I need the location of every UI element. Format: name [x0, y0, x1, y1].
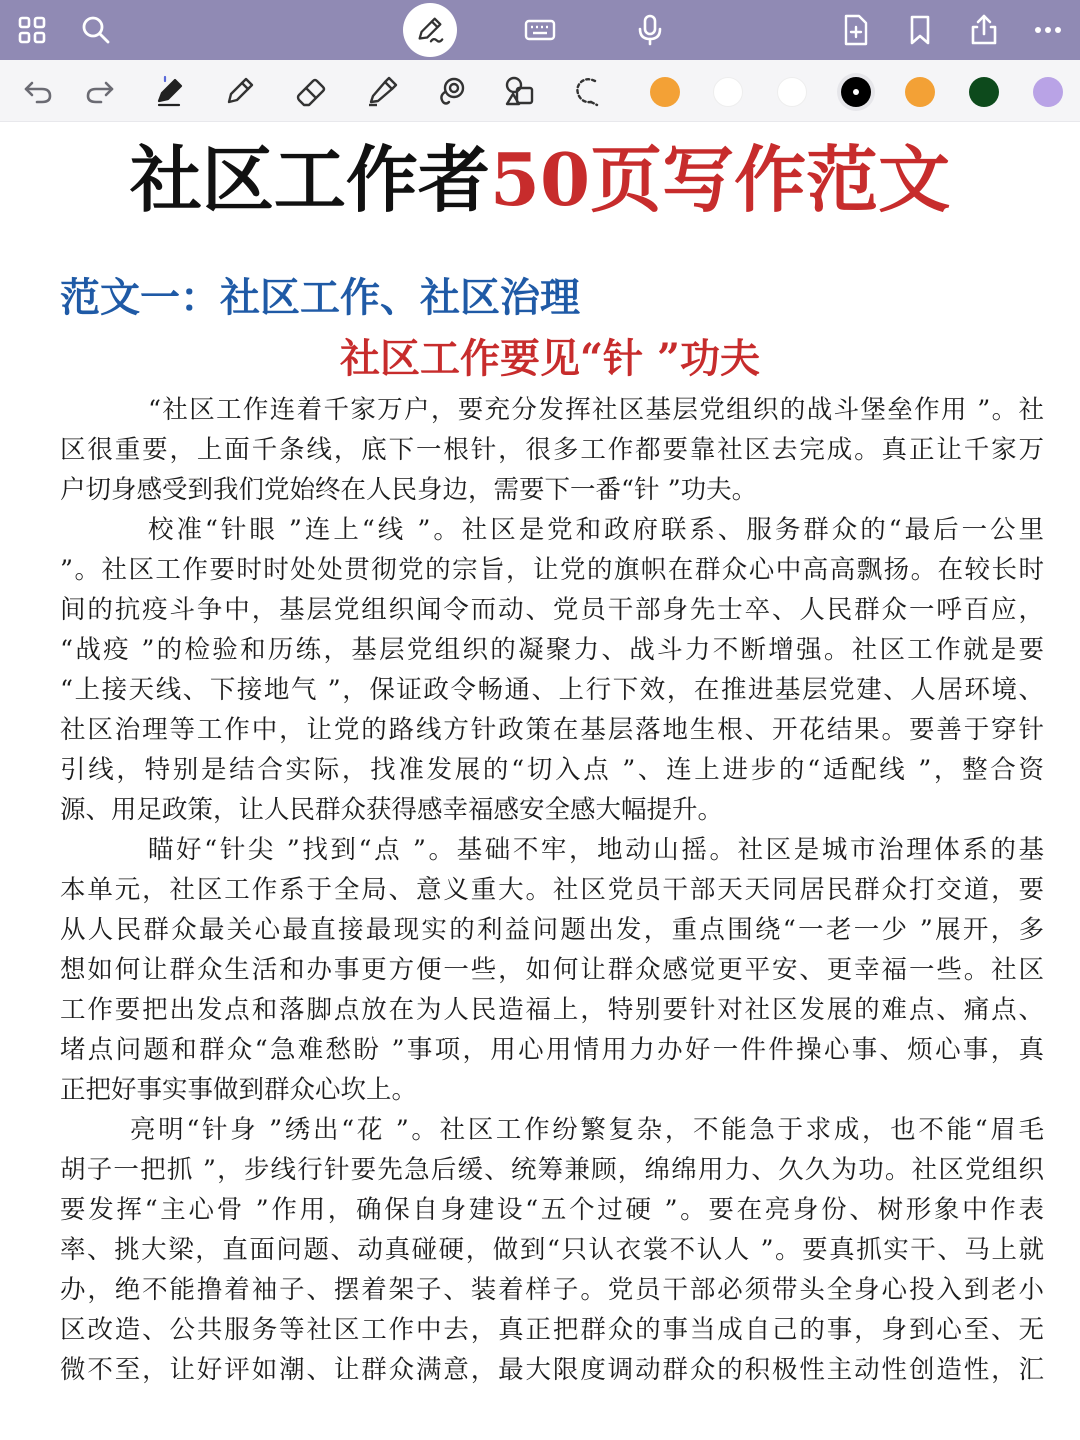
undo-icon — [21, 74, 55, 108]
share-button[interactable] — [960, 6, 1008, 54]
text-line: 引线，特别是结合实际，找准发展的“切入点 ”、连上进步的“适配线 ”，整合资 — [60, 755, 1044, 785]
text-line: 率、挑大梁，直面问题、动真碰硬，做到“只认衣裳不认人 ”。要真抓实干、马上就 — [60, 1235, 1044, 1265]
text-line: 微不至，让好评如潮、让群众满意，最大限度调动群众的积极性主动性创造性，汇 — [60, 1355, 1044, 1385]
microphone-button[interactable] — [626, 6, 674, 54]
document-title — [0, 137, 1080, 222]
text-line: 正把好事实事做到群众心坎上。 — [60, 1075, 418, 1105]
share-icon — [967, 13, 1001, 47]
highlighter-tool[interactable] — [360, 69, 404, 113]
redo-button[interactable] — [78, 69, 122, 113]
keyboard-button[interactable] — [516, 6, 564, 54]
color-swatch-white-2[interactable] — [777, 77, 807, 107]
text-line: 从人民群众最关心最直接最现实的利益问题出发，重点围绕“一老一少 ”展开，多 — [60, 915, 1044, 945]
grid-button[interactable] — [8, 6, 56, 54]
text-line: ”。社区工作要时时处处贯彻党的宗旨，让党的旗帜在群众心中高高飘扬。在较长时 — [60, 555, 1044, 585]
color-swatch-orange[interactable] — [650, 77, 680, 107]
search-icon — [79, 13, 113, 47]
grid-icon — [15, 13, 49, 47]
pen-mode-button[interactable] — [403, 3, 457, 57]
color-swatch-orange-2[interactable] — [905, 77, 935, 107]
text-line: 胡子一把抓 ”，步线行针要先急后缓、统筹兼顾，绵绵用力、久久为功。社区党组织 — [60, 1155, 1044, 1185]
shapes-icon — [503, 74, 537, 108]
eraser-tool[interactable] — [290, 69, 334, 113]
text-line: 瞄好“针尖 ”找到“点 ”。基础不牢，地动山摇。社区是城市治理体系的基 — [148, 835, 1044, 865]
text-line: 源、用足政策，让人民群众获得感幸福感安全感大幅提升。 — [60, 795, 724, 825]
color-swatch-dark-green[interactable] — [969, 77, 999, 107]
eraser-icon — [295, 74, 329, 108]
lasso-icon — [435, 74, 469, 108]
keyboard-icon — [523, 13, 557, 47]
article-title: 社区工作要见“针 ”功夫 — [340, 335, 760, 382]
color-swatch-white[interactable] — [713, 77, 743, 107]
text-line: 亮明“针身 ”绣出“花 ”。社区工作纷繁复杂，不能急于求成，也不能“眉毛 — [130, 1115, 1044, 1145]
text-line: 间的抗疫斗争中，基层党组织闻令而动、党员干部身先士卒、人民群众一呼百应， — [60, 595, 1044, 625]
pen-mode-icon — [414, 14, 446, 46]
bookmark-button[interactable] — [896, 6, 944, 54]
text-line: 户切身感受到我们党始终在人民身边，需要下一番“针 ”功夫。 — [60, 475, 758, 505]
add-page-icon — [839, 13, 873, 47]
lasso-select-icon — [571, 74, 605, 108]
fountain-pen-icon — [153, 74, 187, 108]
article-body — [60, 390, 1044, 1390]
title-black-part: 社区工作者 — [129, 137, 490, 222]
text-line: 办，绝不能撸着袖子、摆着架子、装着样子。党员干部必须带头全身心投入到老小 — [60, 1275, 1044, 1305]
text-line: 区改造、公共服务等社区工作中去，真正把群众的事当成自己的事，身到心至、无 — [60, 1315, 1044, 1345]
pencil-icon — [223, 74, 257, 108]
text-line: “战疫 ”的检验和历练，基层党组织的凝聚力、战斗力不断增强。社区工作就是要 — [60, 635, 1044, 665]
more-button[interactable] — [1024, 6, 1072, 54]
shapes-tool[interactable] — [498, 69, 542, 113]
redo-icon — [83, 74, 117, 108]
lasso-tool[interactable] — [430, 69, 474, 113]
document-page[interactable] — [0, 122, 1080, 1440]
more-icon — [1031, 13, 1065, 47]
text-line: 想如何让群众生活和办事更方便一些，如何让群众感觉更平安、更幸福一些。社区 — [60, 955, 1044, 985]
text-line: “上接天线、下接地气 ”，保证政令畅通、上行下效，在推进基层党建、人居环境、 — [60, 675, 1044, 705]
bookmark-icon — [903, 13, 937, 47]
lasso-select-tool[interactable] — [566, 69, 610, 113]
microphone-icon — [633, 13, 667, 47]
pencil-tool[interactable] — [218, 69, 262, 113]
color-swatch-lavender[interactable] — [1033, 77, 1063, 107]
drawing-toolbar — [0, 60, 1080, 122]
text-line: 区很重要，上面千条线，底下一根针，很多工作都要靠社区去完成。真正让千家万 — [60, 435, 1044, 465]
text-line: 要发挥“主心骨 ”作用，确保自身建设“五个过硬 ”。要在亮身份、树形象中作表 — [60, 1195, 1044, 1225]
text-line: 工作要把出发点和落脚点放在为人民造福上，特别要针对社区发展的难点、痛点、 — [60, 995, 1044, 1025]
text-line: 本单元，社区工作系于全局、意义重大。社区党员干部天天同居民群众打交道，要 — [60, 875, 1044, 905]
text-line: 堵点问题和群众“急难愁盼 ”事项，用心用情用力办好一件件操心事、烦心事，真 — [60, 1035, 1044, 1065]
selected-indicator — [853, 89, 859, 95]
fountain-pen-tool[interactable] — [148, 69, 192, 113]
text-line: “社区工作连着千家万户，要充分发挥社区基层党组织的战斗堡垒作用 ”。社 — [148, 395, 1044, 425]
text-line: 校准“针眼 ”连上“线 ”。社区是党和政府联系、服务群众的“最后一公里 — [148, 515, 1044, 545]
text-line: 社区治理等工作中，让党的路线方针政策在基层落地生根、开花结果。要善于穿针 — [60, 715, 1044, 745]
color-swatch-black-selected[interactable] — [841, 77, 871, 107]
add-page-button[interactable] — [832, 6, 880, 54]
search-button[interactable] — [72, 6, 120, 54]
app-top-bar — [0, 0, 1080, 60]
section-heading: 范文一：社区工作、社区治理 — [60, 274, 580, 321]
undo-button[interactable] — [16, 69, 60, 113]
title-red-part: 50页写作范文 — [489, 137, 951, 222]
highlighter-icon — [365, 74, 399, 108]
